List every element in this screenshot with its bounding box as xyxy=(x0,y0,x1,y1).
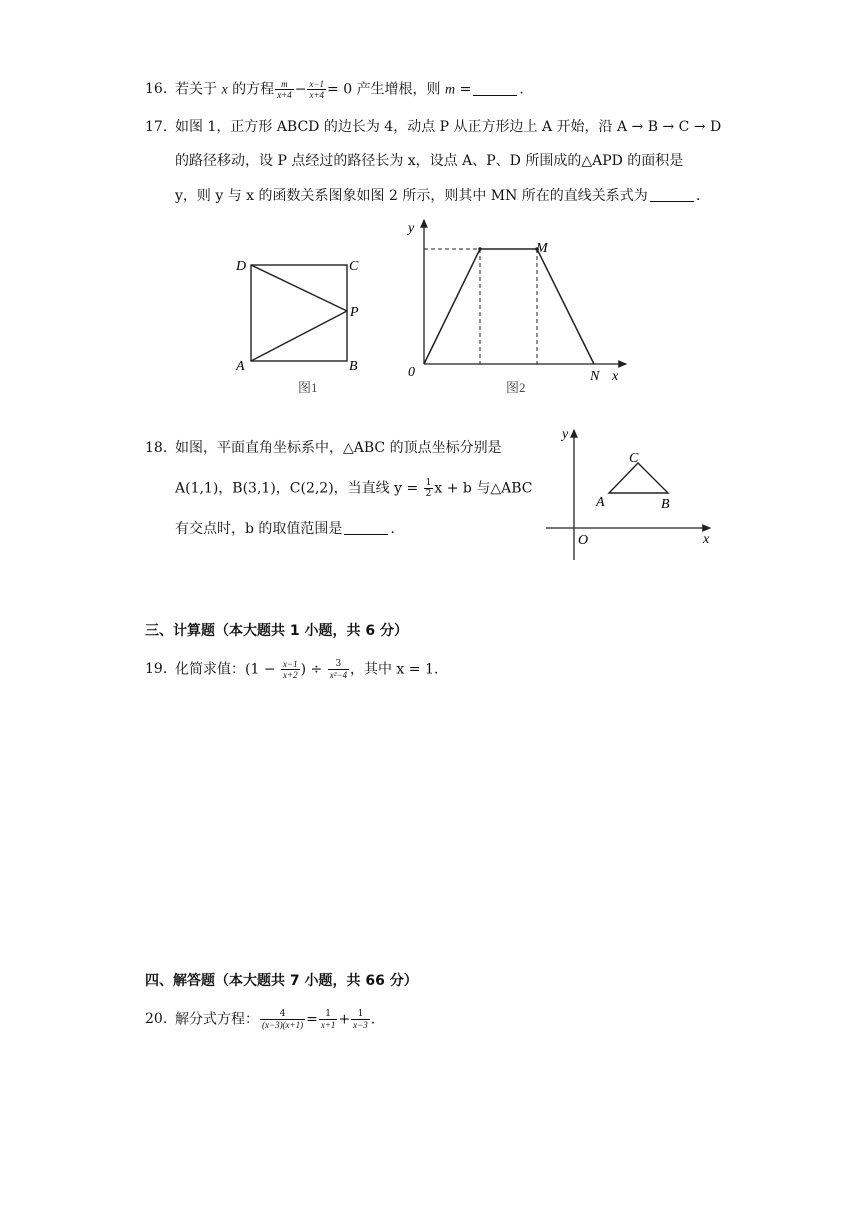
q20-fraction-1: $\frac{4}{(x-3)(x+1)}$ xyxy=(262,1009,304,1030)
q18-answer-blank xyxy=(344,520,388,535)
q20-fraction-3: $\frac{1}{x-3}$ xyxy=(353,1009,368,1030)
fig1-label-B: B xyxy=(349,359,358,374)
q16-text: 若关于 x 的方程 $\frac{m}{x+4}$ − $\frac{x-1}{x+4}$ = 0 产生增根，则 m = . xyxy=(175,79,524,100)
q18-fig-label-O: O xyxy=(578,533,589,548)
fig2-label-M: M xyxy=(536,241,548,256)
q20-number: 20. xyxy=(145,1011,168,1027)
q18-fig-label-C: C xyxy=(629,451,639,466)
q16-fraction-2: $\frac{x-1}{x+4}$ xyxy=(309,79,325,100)
fig2-label-y: y xyxy=(408,221,415,236)
q18-line-3: 有交点时，b 的取值范围是 . xyxy=(175,521,395,537)
q18-fig-label-y: y xyxy=(562,427,569,442)
q17-figure-1 xyxy=(228,250,368,400)
q17-answer-blank xyxy=(650,187,694,202)
q17-line-3: y，则 y 与 x 的函数关系图象如图 2 所示，则其中 MN 所在的直线关系式为 . xyxy=(175,188,701,204)
q20-fraction-2: $\frac{1}{x+1}$ xyxy=(320,1009,336,1030)
fig1-label-D: D xyxy=(236,259,247,274)
fig1-label-A: A xyxy=(236,359,245,374)
q18-fraction-half: $\frac{1}{2}$ xyxy=(425,478,432,499)
q17-line-1: 如图 1，正方形 ABCD 的边长为 4，动点 P 从正方形边上 A 开始，沿 A → B → C → D xyxy=(175,119,722,135)
fig2-label-x: x xyxy=(612,369,619,384)
q17-line-2: 的路径移动，设 P 点经过的路径长为 x，设点 A、P、D 所围成的△APD 的面积是 xyxy=(175,153,684,169)
q16-answer-blank xyxy=(473,81,517,96)
q18-number: 18. xyxy=(145,440,168,456)
q19-fraction-2: $\frac{3}{\text{x²−4}}$ xyxy=(329,659,347,680)
section-4-heading: 四、解答题（本大题共 7 小题，共 66 分） xyxy=(145,973,418,989)
fig2-label-O: 0 xyxy=(408,365,415,380)
q18-fig-label-B: B xyxy=(661,497,670,512)
q18-figure xyxy=(540,424,720,564)
q18-fig-label-A: A xyxy=(596,495,605,510)
q19-number: 19. xyxy=(145,661,168,677)
q16-fraction-1: $\frac{m}{x+4}$ xyxy=(277,79,292,100)
q18-fig-label-x: x xyxy=(703,532,710,547)
fig1-label-C: C xyxy=(349,259,359,274)
q18-line-1: 如图，平面直角坐标系中，△ABC 的顶点坐标分别是 xyxy=(175,440,502,456)
fig1-caption: 图1 xyxy=(298,380,318,395)
fig2-label-N: N xyxy=(590,369,600,384)
q17-number: 17. xyxy=(145,119,168,135)
q16-number: 16. xyxy=(145,81,168,97)
q19-fraction-1: $\frac{x-1}{x+2}$ xyxy=(283,659,298,680)
q18-line-2: A(1,1)，B(3,1)，C(2,2)，当直线 y = $\frac{1}{2}$ x + b 与△ABC xyxy=(175,478,533,499)
q20-text: 解分式方程： $\frac{4}{(x-3)(x+1)}$ = $\frac{1}{x+1}$ + $\frac{1}{x-3}$ . xyxy=(175,1009,376,1030)
section-3-heading: 三、计算题（本大题共 1 小题，共 6 分） xyxy=(145,623,408,639)
q19-text: 化简求值：(1 − $\frac{x-1}{x+2}$ ) ÷ $\frac{3}{\text{x²−4}}$ ，其中 x = 1. xyxy=(175,659,439,680)
fig2-caption: 图2 xyxy=(506,380,526,395)
q17-figure-2 xyxy=(400,212,640,400)
fig1-label-P: P xyxy=(350,305,359,320)
